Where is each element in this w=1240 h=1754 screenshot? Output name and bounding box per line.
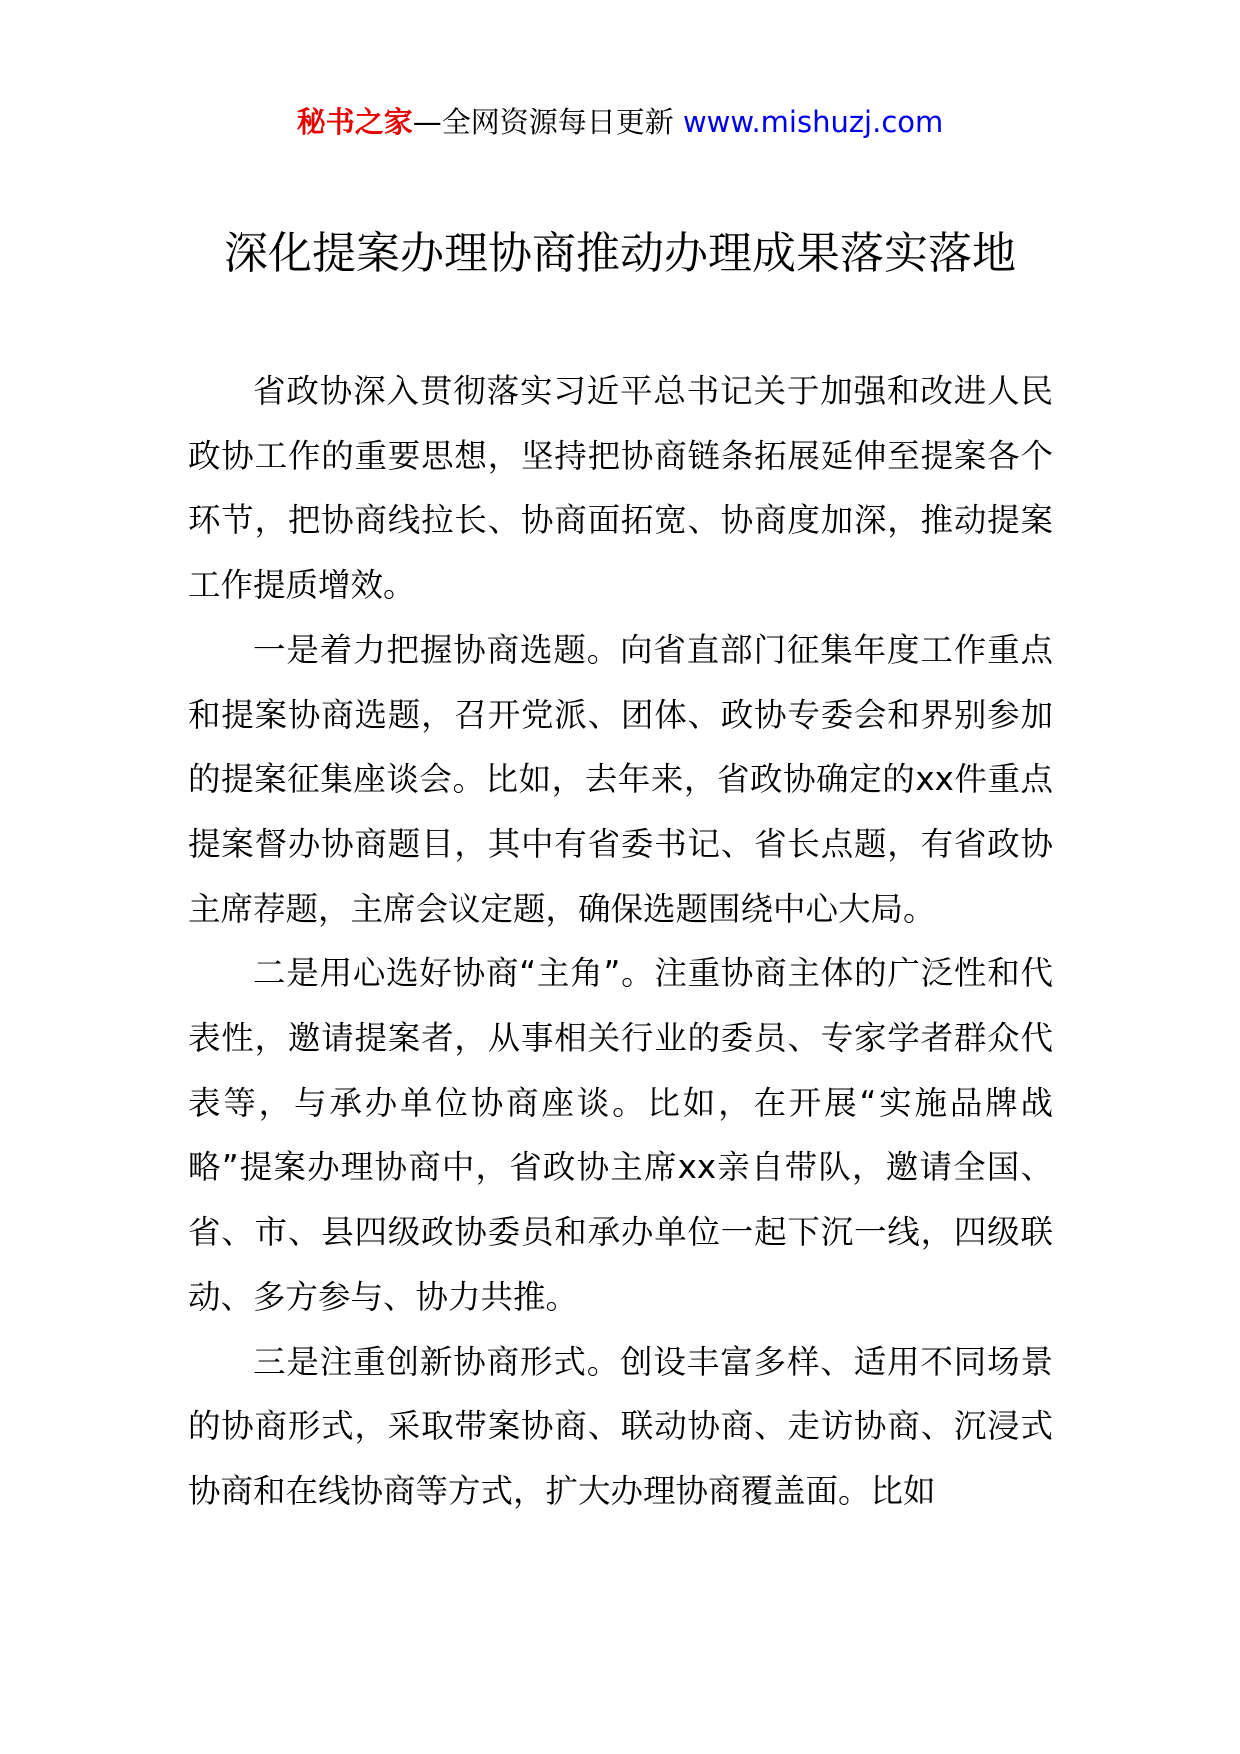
site-header (0, 102, 1240, 142)
paragraph-point-two: 二是用心选好协商“主角”。注重协商主体的广泛性和代表性，邀请提案者，从事相关行业的委员、专家学者群众代表等，与承办单位协商座谈。比如，在开展“实施品牌战略”提案办理协商中，省政协主席xx亲自带队，邀请全国、省、市、县四级政协委员和承办单位一起下沉一线，四级联动、多方参与、协力共推。 (188, 954, 1053, 1316)
document-title: 深化提案办理协商推动办理成果落实落地 (224, 228, 1016, 279)
site-url-link[interactable]: www.mishuzj.com (682, 105, 944, 139)
paragraph-point-one: 一是着力把握协商选题。向省直部门征集年度工作重点和提案协商选题，召开党派、团体、政协专委会和界别参加的提案征集座谈会。比如，去年来，省政协确定的xx件重点提案督办协商题目，其中有省委书记、省长点题，有省政协主席荐题，主席会议定题，确保选题围绕中心大局。 (188, 630, 1053, 928)
document-body (188, 359, 1053, 1524)
site-tagline: —全网资源每日更新 (412, 105, 674, 139)
paragraph-point-three: 三是注重创新协商形式。创设丰富多样、适用不同场景的协商形式，采取带案协商、联动协商、走访协商、沉浸式协商和在线协商等方式，扩大办理协商覆盖面。比如 (188, 1342, 1053, 1510)
site-brand: 秘书之家 (296, 105, 413, 139)
paragraph-intro: 省政协深入贯彻落实习近平总书记关于加强和改进人民政协工作的重要思想，坚持把协商链条拓展延伸至提案各个环节，把协商线拉长、协商面拓宽、协商度加深，推动提案工作提质增效。 (188, 372, 1053, 605)
